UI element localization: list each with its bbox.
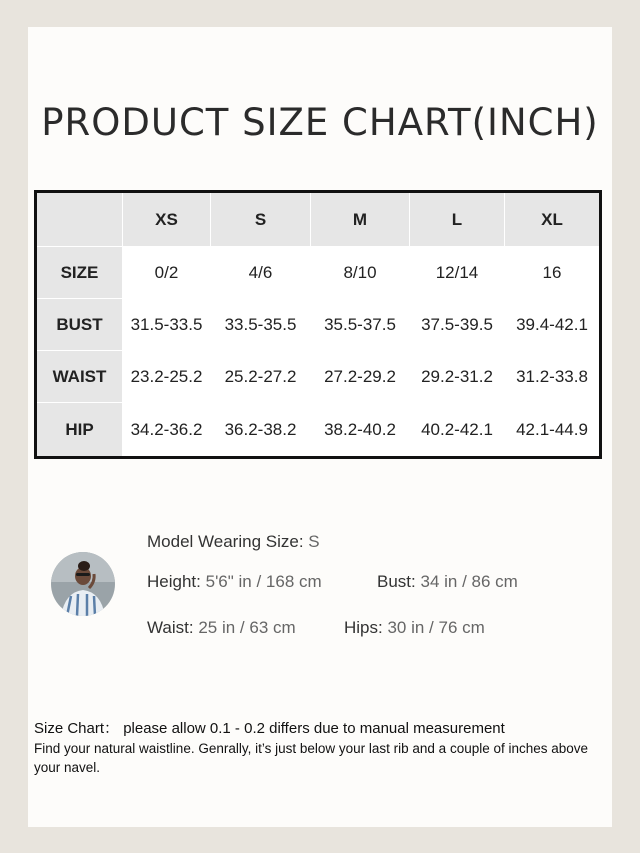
- model-waist-value: 25 in / 63 cm: [198, 618, 296, 637]
- model-size-value: S: [308, 532, 320, 551]
- model-waist-label: Waist:: [147, 618, 194, 637]
- model-height-label: Height:: [147, 572, 201, 591]
- size-table: [34, 190, 602, 459]
- model-hips: [344, 618, 485, 638]
- column-header: XL: [505, 192, 601, 247]
- table-cell: 23.2-25.2: [123, 351, 211, 403]
- model-hips-value: 30 in / 76 cm: [387, 618, 485, 637]
- table-row: [36, 351, 601, 403]
- row-label: HIP: [36, 403, 123, 458]
- table-cell: 16: [505, 247, 601, 299]
- note-line-2: Find your natural waistline. Genrally, it’s just below your last rib and a couple of inches above your navel.: [34, 741, 589, 775]
- model-avatar: [51, 552, 115, 616]
- column-header: XS: [123, 192, 211, 247]
- table-cell: 34.2-36.2: [123, 403, 211, 458]
- measurement-note: [34, 717, 614, 777]
- table-cell: 0/2: [123, 247, 211, 299]
- model-height-value: 5'6" in / 168 cm: [205, 572, 322, 591]
- table-cell: 31.2-33.8: [505, 351, 601, 403]
- table-cell: 33.5-35.5: [211, 299, 311, 351]
- table-cell: 29.2-31.2: [410, 351, 505, 403]
- note-line-1: Size Chart： please allow 0.1 - 0.2 differs due to manual measurement: [34, 720, 505, 737]
- model-size: [147, 532, 320, 552]
- table-header-row: [36, 192, 601, 247]
- table-cell: 37.5-39.5: [410, 299, 505, 351]
- row-label: BUST: [36, 299, 123, 351]
- column-header: S: [211, 192, 311, 247]
- table-cell: 31.5-33.5: [123, 299, 211, 351]
- table-cell: 42.1-44.9: [505, 403, 601, 458]
- table-cell: 4/6: [211, 247, 311, 299]
- row-label: SIZE: [36, 247, 123, 299]
- table-row: [36, 247, 601, 299]
- table-cell: 36.2-38.2: [211, 403, 311, 458]
- table-cell: 38.2-40.2: [311, 403, 410, 458]
- table-cell: 35.5-37.5: [311, 299, 410, 351]
- row-label: WAIST: [36, 351, 123, 403]
- table-cell: 12/14: [410, 247, 505, 299]
- model-bust-value: 34 in / 86 cm: [420, 572, 518, 591]
- table-cell: 25.2-27.2: [211, 351, 311, 403]
- model-hips-label: Hips:: [344, 618, 383, 637]
- model-bust: [377, 572, 518, 592]
- table-row: [36, 299, 601, 351]
- table-row: [36, 403, 601, 458]
- table-cell: 39.4-42.1: [505, 299, 601, 351]
- table-corner-cell: [36, 192, 123, 247]
- table-cell: 27.2-29.2: [311, 351, 410, 403]
- model-height: [147, 572, 322, 592]
- model-waist: [147, 618, 296, 638]
- column-header: L: [410, 192, 505, 247]
- column-header: M: [311, 192, 410, 247]
- model-size-label: Model Wearing Size:: [147, 532, 304, 551]
- page-title: PRODUCT SIZE CHART(INCH): [41, 101, 599, 144]
- table-cell: 8/10: [311, 247, 410, 299]
- table-cell: 40.2-42.1: [410, 403, 505, 458]
- model-photo-icon: [51, 552, 115, 616]
- model-bust-label: Bust:: [377, 572, 416, 591]
